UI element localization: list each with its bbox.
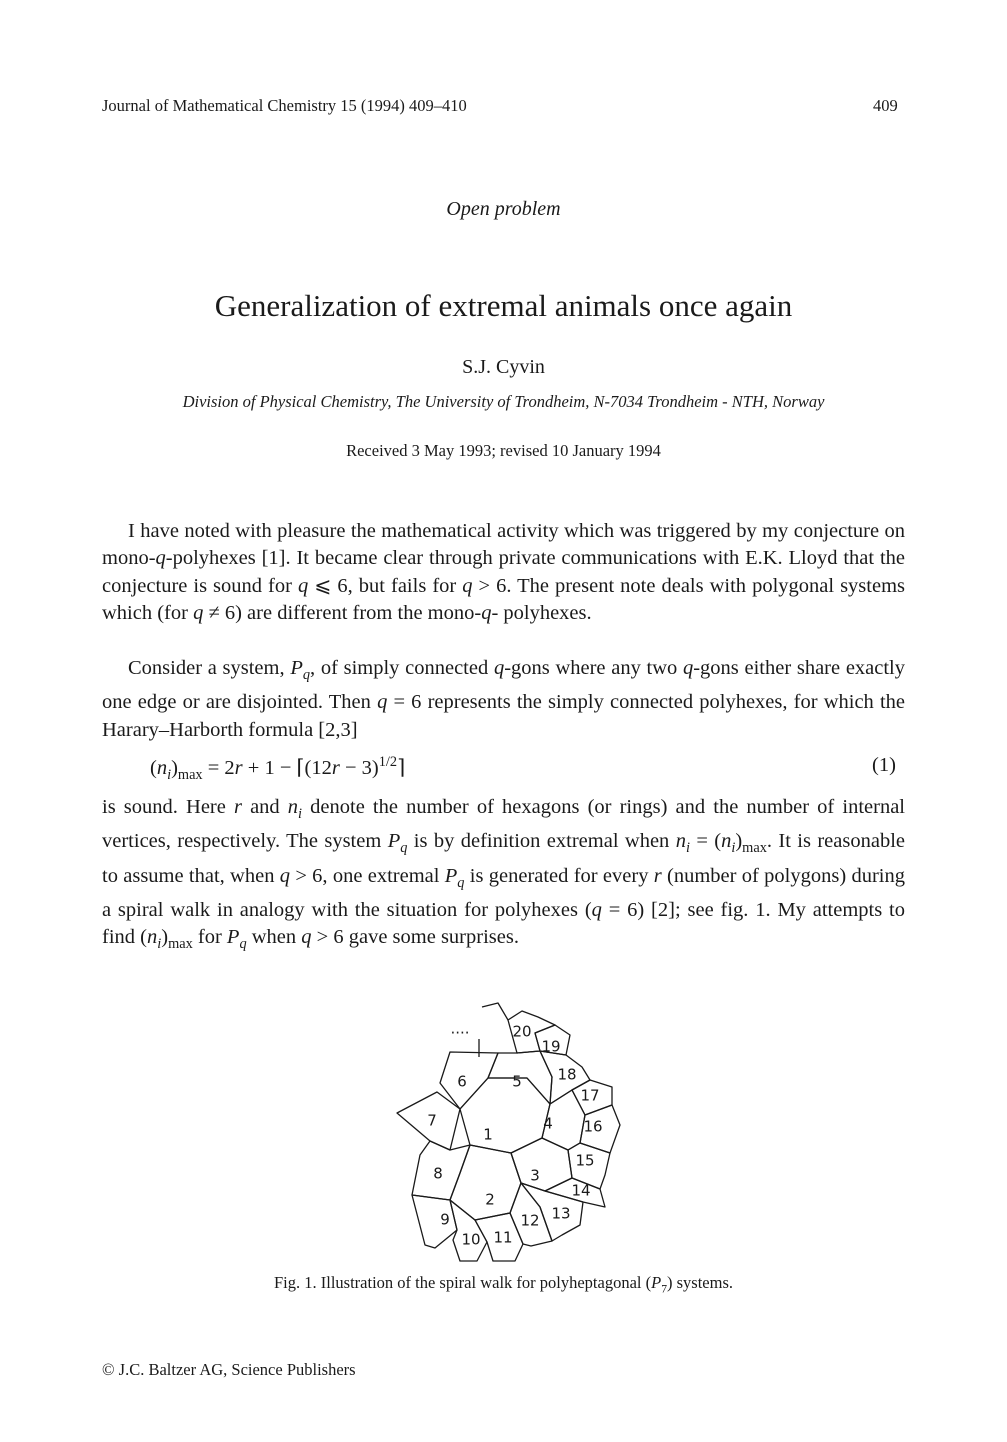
label-15: 15 [575, 1151, 595, 1170]
spiral-continuation-line [482, 1003, 508, 1020]
author: S.J. Cyvin [462, 356, 545, 378]
label-1: 1 [483, 1125, 493, 1144]
label-5: 5 [512, 1072, 522, 1091]
label-9: 9 [440, 1210, 450, 1229]
label-8: 8 [433, 1164, 443, 1183]
journal-header: Journal of Mathematical Chemistry 15 (1994) 409–410 [102, 96, 467, 115]
label-16: 16 [583, 1117, 603, 1136]
label-12: 12 [520, 1211, 540, 1230]
label-7: 7 [427, 1111, 437, 1130]
paragraph-2: Consider a system, $P_q$, of simply connected q-gons where any two q-gons either share exactly one edge or are disjointed. Then q = 6 represents the simply connected polyhexes, for which the Harary–Harborth formula [2,3] [102, 657, 906, 741]
page-number: 409 [873, 96, 898, 115]
label-13: 13 [551, 1204, 571, 1223]
paragraph-3: is sound. Here r and $n_i$ denote the number of hexagons (or rings) and the number of internal vertices, respectively. The system $P_q$ is by definition extremal when $n_i = (n_i)_{max}$. It is reasonable to assume that, when q > 6, one extremal $P_q$ is generated for every r (number of polygons) during a spiral walk in analogy with the situation for polyhexes (q = 6) [2]; see fig. 1. My attempts to find $(n_i)_{max}$ for $P_q$ when q > 6 gave some surprises. [102, 796, 905, 953]
paper-title: Generalization of extremal animals once again [214, 288, 793, 323]
label-14: 14 [571, 1181, 591, 1200]
spiral-walk-figure [390, 995, 630, 1265]
affiliation: Division of Physical Chemistry, The University of Trondheim, N-7034 Trondheim - NTH, Norway [182, 392, 825, 411]
label-4: 4 [543, 1114, 553, 1133]
section-label: Open problem [446, 198, 561, 220]
label-20: 20 [512, 1022, 532, 1041]
paragraph-1: I have noted with pleasure the mathematical activity which was triggered by my conjecture on mono-q-polyhexes [1]. It became clear through private communications with E.K. Lloyd that the conjecture is sound for q ⩽ 6, but fails for q > 6. The present note deals with polygonal systems which (for q ≠ 6) are different from the mono-q- polyhexes. [102, 520, 905, 624]
received-dates: Received 3 May 1993; revised 10 January 1994 [346, 441, 661, 460]
label-11: 11 [493, 1228, 513, 1247]
label-19: 19 [541, 1037, 561, 1056]
equation-number: (1) [872, 754, 896, 776]
label-3: 3 [530, 1166, 540, 1185]
publisher-footer: © J.C. Baltzer AG, Science Publishers [102, 1360, 356, 1379]
label-17: 17 [580, 1086, 600, 1105]
equation-1: $(n_i)_{max} = 2r + 1$ − ⌈(12r − 3)$^{1/2}$⌉ [150, 754, 406, 783]
label-10: 10 [461, 1230, 481, 1249]
figure-caption: Fig. 1. Illustration of the spiral walk for polyheptagonal $(P_7)$ systems. [273, 1273, 733, 1296]
label-2: 2 [485, 1190, 495, 1209]
label-6: 6 [457, 1072, 467, 1091]
figure-ellipsis: .... [450, 1019, 470, 1038]
label-18: 18 [557, 1065, 577, 1084]
